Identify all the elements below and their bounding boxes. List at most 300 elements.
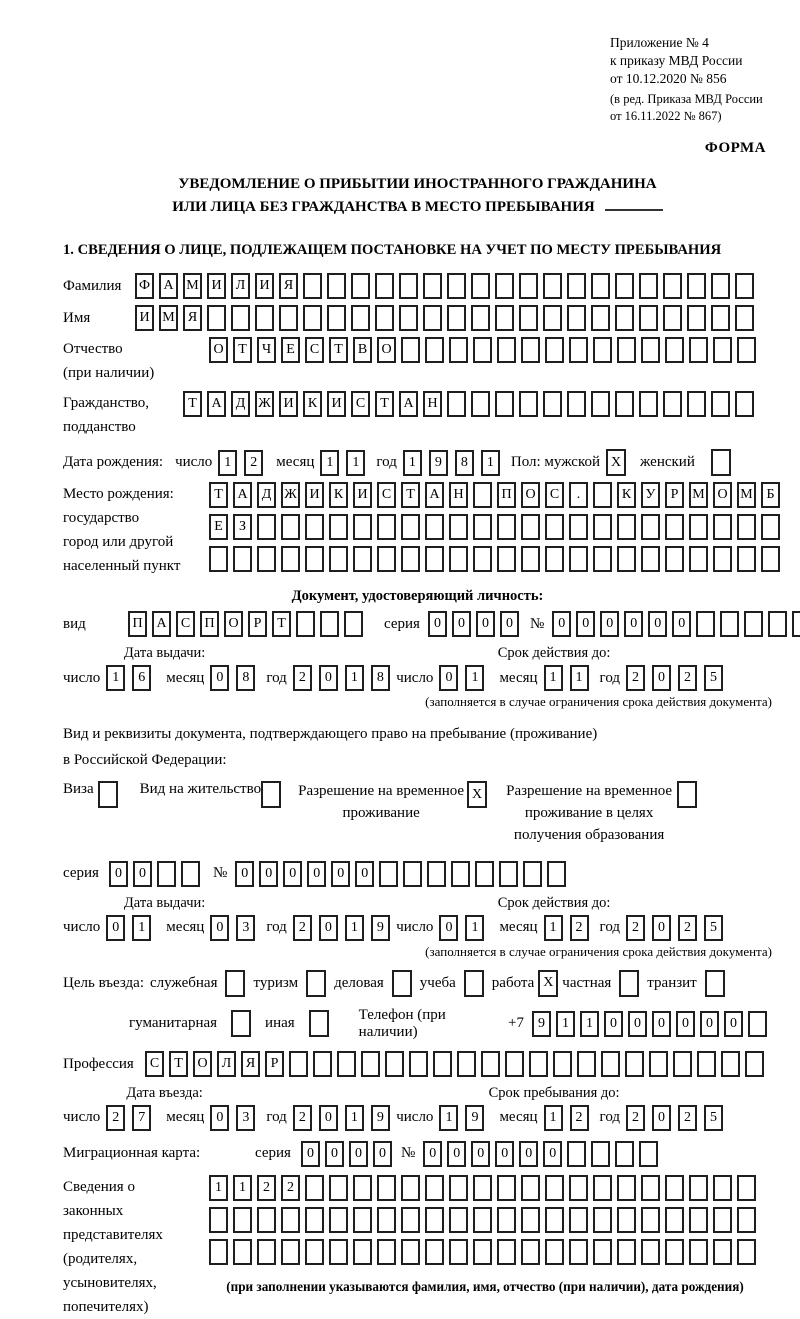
char-cell[interactable]	[615, 391, 634, 417]
char-cell[interactable]: П	[128, 611, 147, 637]
char-cell[interactable]	[689, 546, 708, 572]
char-cell[interactable]	[425, 546, 444, 572]
char-cell[interactable]	[379, 861, 398, 887]
char-cell[interactable]	[449, 1207, 468, 1233]
char-cell[interactable]: М	[689, 482, 708, 508]
checkbox-visa[interactable]	[98, 781, 118, 808]
char-cell[interactable]	[449, 1175, 468, 1201]
char-cell[interactable]	[569, 546, 588, 572]
char-cell[interactable]: 2	[293, 665, 312, 691]
char-cell[interactable]	[665, 1239, 684, 1265]
char-cell[interactable]: 2	[293, 1105, 312, 1131]
char-cell[interactable]	[663, 273, 682, 299]
char-cell[interactable]	[207, 305, 226, 331]
char-cell[interactable]	[713, 1239, 732, 1265]
char-cell[interactable]	[375, 273, 394, 299]
char-cell[interactable]	[320, 611, 339, 637]
char-cell[interactable]	[257, 514, 276, 540]
char-cell[interactable]	[519, 391, 538, 417]
char-cell[interactable]	[473, 1239, 492, 1265]
char-cell[interactable]: 0	[624, 611, 643, 637]
char-cell[interactable]: 1	[345, 1105, 364, 1131]
char-cell[interactable]: 0	[628, 1011, 647, 1037]
char-cell[interactable]: К	[329, 482, 348, 508]
char-cell[interactable]	[473, 1175, 492, 1201]
char-cell[interactable]: 0	[428, 611, 447, 637]
char-cell[interactable]: 0	[600, 611, 619, 637]
char-cell[interactable]: Т	[272, 611, 291, 637]
char-cell[interactable]: 1	[556, 1011, 575, 1037]
char-cell[interactable]	[737, 337, 756, 363]
char-cell[interactable]	[495, 305, 514, 331]
char-cell[interactable]	[305, 514, 324, 540]
char-cell[interactable]	[497, 514, 516, 540]
char-cell[interactable]	[481, 1051, 500, 1077]
char-cell[interactable]	[353, 514, 372, 540]
char-cell[interactable]	[641, 1207, 660, 1233]
char-cell[interactable]	[497, 546, 516, 572]
char-cell[interactable]	[523, 861, 542, 887]
char-cell[interactable]	[567, 305, 586, 331]
char-cell[interactable]	[281, 546, 300, 572]
char-cell[interactable]: О	[209, 337, 228, 363]
char-cell[interactable]: 0	[373, 1141, 392, 1167]
char-cell[interactable]	[543, 273, 562, 299]
char-cell[interactable]: 0	[652, 1011, 671, 1037]
char-cell[interactable]: М	[183, 273, 202, 299]
char-cell[interactable]	[344, 611, 363, 637]
char-cell[interactable]	[425, 1175, 444, 1201]
checkbox-male[interactable]: X	[606, 449, 626, 476]
char-cell[interactable]	[761, 546, 780, 572]
char-cell[interactable]: К	[617, 482, 636, 508]
char-cell[interactable]	[617, 1207, 636, 1233]
char-cell[interactable]: 2	[626, 665, 645, 691]
char-cell[interactable]: 0	[652, 665, 671, 691]
checkbox-humanitarian[interactable]	[231, 1010, 251, 1037]
char-cell[interactable]	[663, 305, 682, 331]
char-cell[interactable]	[665, 337, 684, 363]
char-cell[interactable]	[569, 514, 588, 540]
char-cell[interactable]: 2	[626, 915, 645, 941]
char-cell[interactable]: А	[233, 482, 252, 508]
char-cell[interactable]: 2	[678, 1105, 697, 1131]
char-cell[interactable]: 1	[544, 665, 563, 691]
char-cell[interactable]	[748, 1011, 767, 1037]
char-cell[interactable]	[617, 546, 636, 572]
char-cell[interactable]: 0	[604, 1011, 623, 1037]
char-cell[interactable]	[305, 546, 324, 572]
char-cell[interactable]	[473, 1207, 492, 1233]
char-cell[interactable]: 1	[570, 665, 589, 691]
char-cell[interactable]	[401, 337, 420, 363]
char-cell[interactable]	[473, 546, 492, 572]
char-cell[interactable]	[687, 273, 706, 299]
char-cell[interactable]	[593, 1175, 612, 1201]
char-cell[interactable]	[475, 861, 494, 887]
char-cell[interactable]: 0	[319, 665, 338, 691]
char-cell[interactable]	[745, 1051, 764, 1077]
char-cell[interactable]	[519, 305, 538, 331]
char-cell[interactable]: 0	[325, 1141, 344, 1167]
char-cell[interactable]	[281, 514, 300, 540]
char-cell[interactable]	[639, 273, 658, 299]
char-cell[interactable]	[329, 1175, 348, 1201]
char-cell[interactable]: 0	[235, 861, 254, 887]
char-cell[interactable]: 0	[355, 861, 374, 887]
char-cell[interactable]	[157, 861, 176, 887]
char-cell[interactable]	[495, 391, 514, 417]
char-cell[interactable]	[377, 1175, 396, 1201]
char-cell[interactable]	[449, 337, 468, 363]
char-cell[interactable]: 2	[244, 450, 263, 476]
char-cell[interactable]	[735, 273, 754, 299]
char-cell[interactable]	[713, 514, 732, 540]
char-cell[interactable]: П	[200, 611, 219, 637]
char-cell[interactable]	[425, 1207, 444, 1233]
char-cell[interactable]	[337, 1051, 356, 1077]
char-cell[interactable]: Ч	[257, 337, 276, 363]
char-cell[interactable]: 0	[495, 1141, 514, 1167]
char-cell[interactable]: Ж	[255, 391, 274, 417]
char-cell[interactable]	[233, 1239, 252, 1265]
char-cell[interactable]	[591, 305, 610, 331]
char-cell[interactable]	[713, 546, 732, 572]
char-cell[interactable]	[721, 1051, 740, 1077]
char-cell[interactable]	[423, 305, 442, 331]
char-cell[interactable]: С	[145, 1051, 164, 1077]
char-cell[interactable]	[737, 1239, 756, 1265]
checkbox-private[interactable]	[619, 970, 639, 997]
char-cell[interactable]	[521, 546, 540, 572]
char-cell[interactable]: 0	[283, 861, 302, 887]
char-cell[interactable]	[617, 1239, 636, 1265]
char-cell[interactable]: 5	[704, 665, 723, 691]
char-cell[interactable]	[617, 514, 636, 540]
char-cell[interactable]	[451, 861, 470, 887]
char-cell[interactable]	[665, 546, 684, 572]
char-cell[interactable]: 2	[257, 1175, 276, 1201]
char-cell[interactable]: 2	[570, 915, 589, 941]
char-cell[interactable]: 0	[652, 1105, 671, 1131]
char-cell[interactable]	[425, 1239, 444, 1265]
char-cell[interactable]	[497, 1239, 516, 1265]
char-cell[interactable]: С	[545, 482, 564, 508]
char-cell[interactable]	[687, 305, 706, 331]
char-cell[interactable]: Л	[217, 1051, 236, 1077]
char-cell[interactable]: 0	[210, 665, 229, 691]
char-cell[interactable]: 1	[106, 665, 125, 691]
char-cell[interactable]: 9	[371, 1105, 390, 1131]
char-cell[interactable]	[567, 391, 586, 417]
char-cell[interactable]	[711, 273, 730, 299]
char-cell[interactable]	[649, 1051, 668, 1077]
checkbox-temp-residence[interactable]: X	[467, 781, 487, 808]
char-cell[interactable]	[744, 611, 763, 637]
char-cell[interactable]: 0	[576, 611, 595, 637]
char-cell[interactable]: А	[152, 611, 171, 637]
char-cell[interactable]: 1	[346, 450, 365, 476]
char-cell[interactable]	[761, 514, 780, 540]
char-cell[interactable]	[329, 1207, 348, 1233]
char-cell[interactable]	[281, 1207, 300, 1233]
char-cell[interactable]	[497, 1207, 516, 1233]
char-cell[interactable]: 0	[210, 1105, 229, 1131]
char-cell[interactable]: Н	[423, 391, 442, 417]
char-cell[interactable]: Т	[233, 337, 252, 363]
char-cell[interactable]: Т	[183, 391, 202, 417]
char-cell[interactable]	[457, 1051, 476, 1077]
checkbox-work[interactable]: X	[538, 970, 558, 997]
char-cell[interactable]: Ф	[135, 273, 154, 299]
char-cell[interactable]	[641, 1175, 660, 1201]
char-cell[interactable]	[289, 1051, 308, 1077]
char-cell[interactable]	[257, 1239, 276, 1265]
char-cell[interactable]: 0	[319, 915, 338, 941]
char-cell[interactable]: 0	[259, 861, 278, 887]
char-cell[interactable]: 9	[429, 450, 448, 476]
char-cell[interactable]	[697, 1051, 716, 1077]
char-cell[interactable]: 0	[307, 861, 326, 887]
char-cell[interactable]	[377, 514, 396, 540]
char-cell[interactable]	[545, 1239, 564, 1265]
char-cell[interactable]: 1	[345, 665, 364, 691]
char-cell[interactable]: 0	[471, 1141, 490, 1167]
char-cell[interactable]	[403, 861, 422, 887]
char-cell[interactable]: 1	[345, 915, 364, 941]
char-cell[interactable]	[353, 1207, 372, 1233]
char-cell[interactable]	[521, 337, 540, 363]
char-cell[interactable]: 0	[452, 611, 471, 637]
char-cell[interactable]: 3	[236, 915, 255, 941]
char-cell[interactable]	[449, 514, 468, 540]
char-cell[interactable]	[577, 1051, 596, 1077]
char-cell[interactable]: Д	[257, 482, 276, 508]
char-cell[interactable]: 0	[519, 1141, 538, 1167]
char-cell[interactable]	[553, 1051, 572, 1077]
char-cell[interactable]	[711, 391, 730, 417]
char-cell[interactable]	[639, 391, 658, 417]
char-cell[interactable]	[601, 1051, 620, 1077]
char-cell[interactable]: 0	[543, 1141, 562, 1167]
char-cell[interactable]: 1	[439, 1105, 458, 1131]
char-cell[interactable]: 1	[209, 1175, 228, 1201]
char-cell[interactable]	[351, 273, 370, 299]
char-cell[interactable]	[711, 305, 730, 331]
char-cell[interactable]	[327, 305, 346, 331]
char-cell[interactable]	[689, 1239, 708, 1265]
char-cell[interactable]: И	[327, 391, 346, 417]
char-cell[interactable]	[593, 482, 612, 508]
char-cell[interactable]	[447, 273, 466, 299]
char-cell[interactable]: 1	[233, 1175, 252, 1201]
char-cell[interactable]	[401, 546, 420, 572]
char-cell[interactable]: А	[159, 273, 178, 299]
char-cell[interactable]: 2	[570, 1105, 589, 1131]
char-cell[interactable]	[233, 1207, 252, 1233]
char-cell[interactable]	[377, 1207, 396, 1233]
char-cell[interactable]	[257, 546, 276, 572]
char-cell[interactable]: Т	[169, 1051, 188, 1077]
char-cell[interactable]	[329, 546, 348, 572]
checkbox-official[interactable]	[225, 970, 245, 997]
char-cell[interactable]	[353, 1175, 372, 1201]
char-cell[interactable]	[505, 1051, 524, 1077]
checkbox-transit[interactable]	[705, 970, 725, 997]
char-cell[interactable]	[641, 514, 660, 540]
char-cell[interactable]: 0	[724, 1011, 743, 1037]
char-cell[interactable]	[423, 273, 442, 299]
char-cell[interactable]	[617, 337, 636, 363]
char-cell[interactable]	[401, 1175, 420, 1201]
char-cell[interactable]	[399, 273, 418, 299]
char-cell[interactable]: К	[303, 391, 322, 417]
char-cell[interactable]	[792, 611, 800, 637]
char-cell[interactable]: Р	[265, 1051, 284, 1077]
char-cell[interactable]	[473, 482, 492, 508]
char-cell[interactable]	[617, 1175, 636, 1201]
char-cell[interactable]	[735, 305, 754, 331]
char-cell[interactable]	[305, 1175, 324, 1201]
char-cell[interactable]	[737, 514, 756, 540]
char-cell[interactable]	[329, 1239, 348, 1265]
char-cell[interactable]: 9	[465, 1105, 484, 1131]
char-cell[interactable]: 0	[648, 611, 667, 637]
char-cell[interactable]: З	[233, 514, 252, 540]
char-cell[interactable]: А	[207, 391, 226, 417]
char-cell[interactable]: И	[279, 391, 298, 417]
char-cell[interactable]: 0	[423, 1141, 442, 1167]
char-cell[interactable]	[593, 514, 612, 540]
char-cell[interactable]: 0	[109, 861, 128, 887]
char-cell[interactable]	[689, 1175, 708, 1201]
char-cell[interactable]	[687, 391, 706, 417]
char-cell[interactable]	[181, 861, 200, 887]
char-cell[interactable]	[641, 337, 660, 363]
char-cell[interactable]	[281, 1239, 300, 1265]
char-cell[interactable]	[296, 611, 315, 637]
char-cell[interactable]	[401, 1239, 420, 1265]
char-cell[interactable]: 1	[132, 915, 151, 941]
char-cell[interactable]	[313, 1051, 332, 1077]
char-cell[interactable]	[545, 1175, 564, 1201]
char-cell[interactable]: 2	[293, 915, 312, 941]
char-cell[interactable]	[713, 337, 732, 363]
char-cell[interactable]: 9	[371, 915, 390, 941]
checkbox-study[interactable]	[464, 970, 484, 997]
char-cell[interactable]: 0	[500, 611, 519, 637]
char-cell[interactable]: 2	[281, 1175, 300, 1201]
char-cell[interactable]	[425, 514, 444, 540]
char-cell[interactable]	[547, 861, 566, 887]
char-cell[interactable]	[569, 1239, 588, 1265]
char-cell[interactable]: 6	[132, 665, 151, 691]
char-cell[interactable]	[425, 337, 444, 363]
char-cell[interactable]	[399, 305, 418, 331]
char-cell[interactable]	[665, 1207, 684, 1233]
char-cell[interactable]: 0	[652, 915, 671, 941]
char-cell[interactable]	[353, 1239, 372, 1265]
char-cell[interactable]: 7	[132, 1105, 151, 1131]
char-cell[interactable]: Я	[279, 273, 298, 299]
char-cell[interactable]	[529, 1051, 548, 1077]
char-cell[interactable]	[615, 273, 634, 299]
char-cell[interactable]: Т	[401, 482, 420, 508]
char-cell[interactable]: 0	[552, 611, 571, 637]
char-cell[interactable]	[353, 546, 372, 572]
char-cell[interactable]	[209, 546, 228, 572]
char-cell[interactable]: Я	[241, 1051, 260, 1077]
char-cell[interactable]: В	[353, 337, 372, 363]
char-cell[interactable]	[569, 1175, 588, 1201]
char-cell[interactable]	[279, 305, 298, 331]
checkbox-female[interactable]	[711, 449, 731, 476]
char-cell[interactable]: 1	[580, 1011, 599, 1037]
char-cell[interactable]	[569, 1207, 588, 1233]
char-cell[interactable]	[713, 1207, 732, 1233]
char-cell[interactable]: А	[399, 391, 418, 417]
char-cell[interactable]: О	[224, 611, 243, 637]
char-cell[interactable]: Е	[209, 514, 228, 540]
char-cell[interactable]	[497, 337, 516, 363]
char-cell[interactable]	[449, 546, 468, 572]
char-cell[interactable]: 1	[465, 665, 484, 691]
char-cell[interactable]: 2	[678, 665, 697, 691]
char-cell[interactable]	[663, 391, 682, 417]
char-cell[interactable]: Т	[209, 482, 228, 508]
char-cell[interactable]	[673, 1051, 692, 1077]
char-cell[interactable]	[329, 514, 348, 540]
char-cell[interactable]: 0	[301, 1141, 320, 1167]
char-cell[interactable]	[447, 391, 466, 417]
checkbox-other[interactable]	[309, 1010, 329, 1037]
char-cell[interactable]	[713, 1175, 732, 1201]
char-cell[interactable]	[471, 391, 490, 417]
char-cell[interactable]	[639, 305, 658, 331]
char-cell[interactable]	[255, 305, 274, 331]
char-cell[interactable]	[569, 337, 588, 363]
char-cell[interactable]	[401, 514, 420, 540]
char-cell[interactable]	[209, 1239, 228, 1265]
char-cell[interactable]: С	[351, 391, 370, 417]
checkbox-residence-permit[interactable]	[261, 781, 281, 808]
char-cell[interactable]	[641, 546, 660, 572]
char-cell[interactable]	[233, 546, 252, 572]
char-cell[interactable]	[433, 1051, 452, 1077]
char-cell[interactable]: Ж	[281, 482, 300, 508]
char-cell[interactable]	[375, 305, 394, 331]
char-cell[interactable]	[545, 546, 564, 572]
char-cell[interactable]	[593, 1239, 612, 1265]
char-cell[interactable]: И	[207, 273, 226, 299]
char-cell[interactable]	[401, 1207, 420, 1233]
char-cell[interactable]	[473, 337, 492, 363]
char-cell[interactable]	[720, 611, 739, 637]
char-cell[interactable]	[735, 391, 754, 417]
char-cell[interactable]	[519, 273, 538, 299]
char-cell[interactable]	[495, 273, 514, 299]
char-cell[interactable]: 0	[700, 1011, 719, 1037]
char-cell[interactable]: 1	[544, 1105, 563, 1131]
char-cell[interactable]	[521, 1175, 540, 1201]
char-cell[interactable]	[361, 1051, 380, 1077]
char-cell[interactable]: Н	[449, 482, 468, 508]
char-cell[interactable]: 0	[210, 915, 229, 941]
char-cell[interactable]: У	[641, 482, 660, 508]
char-cell[interactable]: А	[425, 482, 444, 508]
char-cell[interactable]: 9	[532, 1011, 551, 1037]
char-cell[interactable]	[231, 305, 250, 331]
